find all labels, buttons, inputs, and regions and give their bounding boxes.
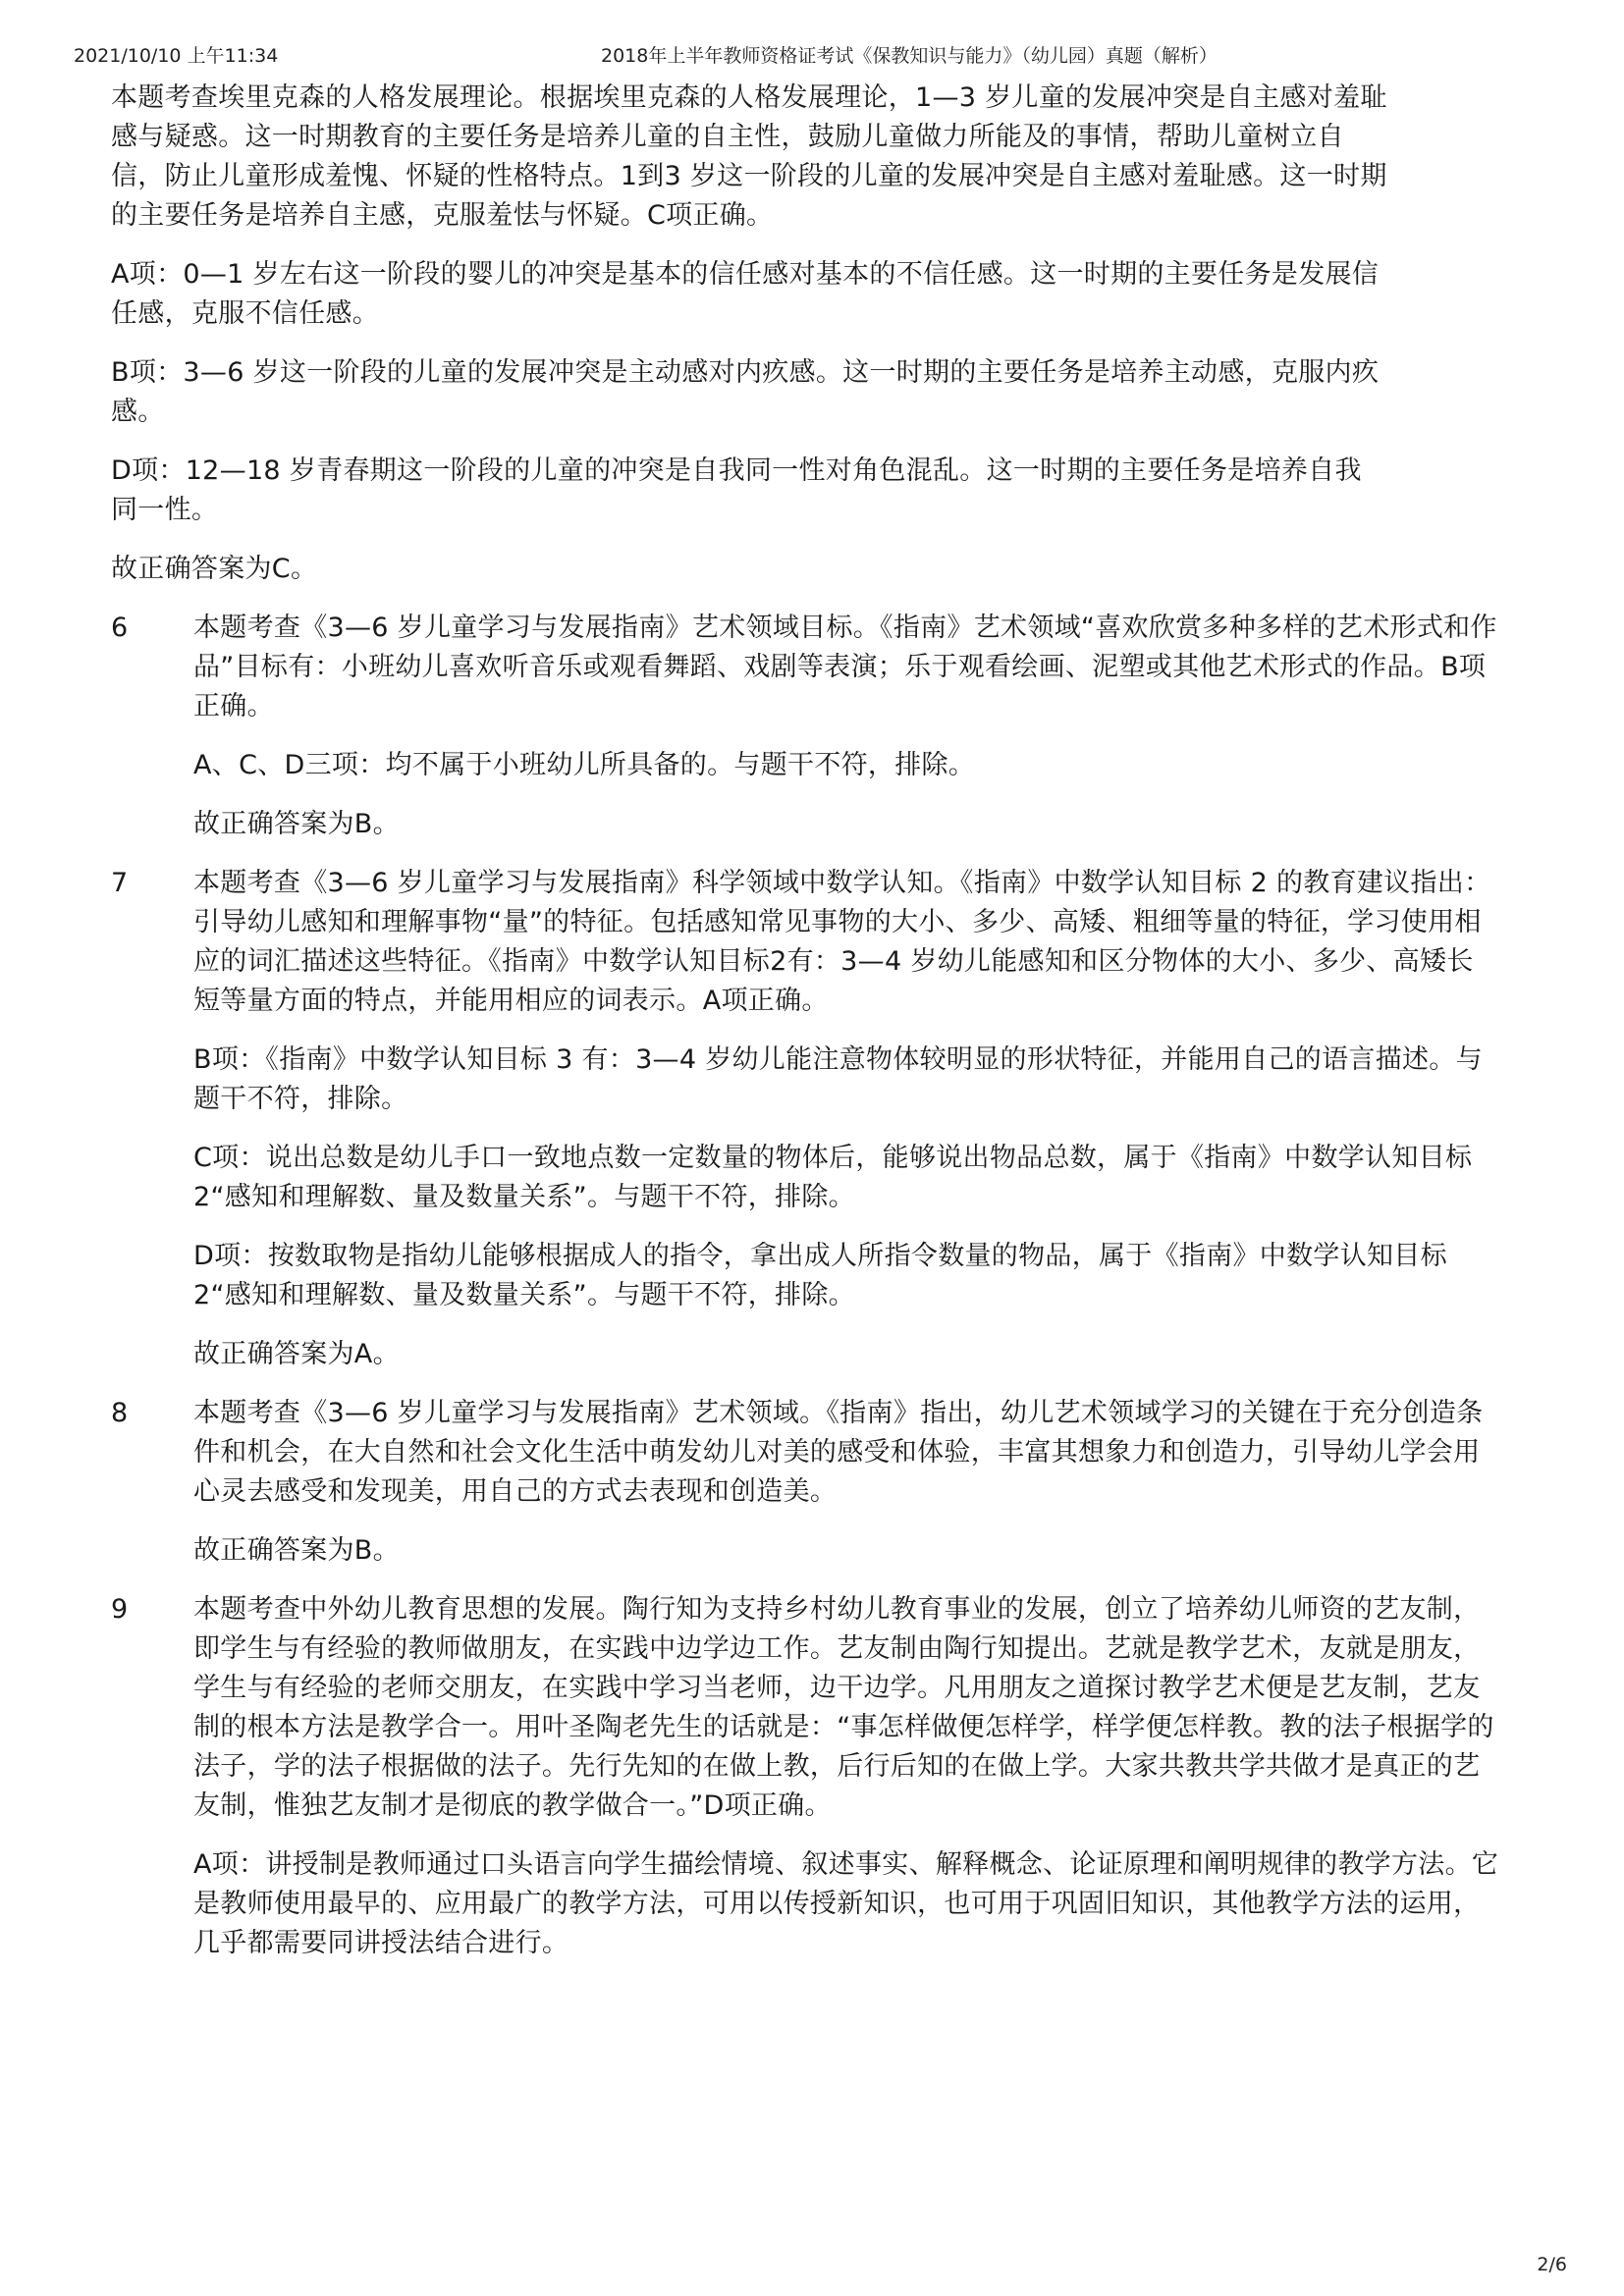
answer-line: 故正确答案为B。 [193,1535,400,1566]
explanation-paragraph: 本题考查《3—6 岁儿童学习与发展指南》艺术领域目标。《指南》艺术领域“喜欢欣赏多种多样的艺术形式和作品”目标有：小班幼儿喜欢听音乐或观看舞蹈、戏剧等表演；乐于观看绘画、泥塑或其他艺术形式的作品。B项正确。 [193,613,1497,721]
option-d-explanation: D项：按数取物是指幼儿能够根据成人的指令，拿出成人所指令数量的物品，属于《指南》中数学认知目标 2“感知和理解数、量及数量关系”。与题干不符，排除。 [193,1241,1447,1310]
document-title: 2018年上半年教师资格证考试《保教知识与能力》（幼儿园）真题（解析） [601,45,1218,67]
explanation-paragraph: 本题考查《3—6 岁儿童学习与发展指南》科学领域中数学认知。《指南》中数学认知目标 2 的教育建议指出：引导幼儿感知和理解事物“量”的特征。包括感知常见事物的大小、多少、高矮、粗细等量的特征，学习使用相应的词汇描述这些特征。《指南》中数学认知目标2有：3—4 岁幼儿能感知和区分物体的大小、多少、高矮长短等量方面的特点，并能用相应的词表示。A项正确。 [193,868,1491,1016]
document-body [111,79,1505,1983]
intro-explanation [111,79,1505,589]
answer-line: 故正确答案为C。 [111,554,318,584]
question-6-explanation [111,609,1505,844]
option-explanation: A、C、D三项：均不属于小班幼儿所具备的。与题干不符，排除。 [193,750,976,780]
question-number: 9 [111,1594,129,1625]
explanation-paragraph: 本题考查中外幼儿教育思想的发展。陶行知为支持乡村幼儿教育事业的发展，创立了培养幼儿师资的艺友制，即学生与有经验的教师做朋友，在实践中边学边工作。艺友制由陶行知提出。艺就是教学艺术，友就是朋友，学生与有经验的老师交朋友，在实践中学习当老师，边干边学。凡用朋友之道探讨教学艺术便是艺友制，艺友制的根本方法是教学合一。用叶圣陶老先生的话就是：“事怎样做便怎样学，样学便怎样教。教的法子根据学的法子，学的法子根据做的法子。先行先知的在做上教，后行后知的在做上学。大家共教共学共做才是真正的艺友制，惟独艺友制才是彻底的教学做合一。”D项正确。 [193,1594,1494,1821]
question-number: 6 [111,613,129,643]
question-number: 7 [111,868,129,898]
option-b-explanation: B项：3—6 岁这一阶段的儿童的发展冲突是主动感对内疚感。这一时期的主要任务是培养主动感，克服内疚感。 [111,357,1380,427]
print-datetime: 2021/10/10 上午11:34 [74,45,279,67]
option-c-explanation: C项：说出总数是幼儿手口一致地点数一定数量的物体后，能够说出物品总数，属于《指南》中数学认知目标2“感知和理解数、量及数量关系”。与题干不符，排除。 [193,1143,1473,1212]
answer-line: 故正确答案为A。 [193,1339,400,1369]
option-a-explanation: A项：讲授制是教师通过口头语言向学生描绘情境、叙述事实、解释概念、论证原理和阐明规律的教学方法。它是教师使用最早的、应用最广的教学方法，可用以传授新知识，也可用于巩固旧知识，其他教学方法的运用，几乎都需要同讲授法结合进行。 [193,1849,1499,1958]
question-9-explanation [111,1590,1505,1963]
option-a-explanation: A项：0—1 岁左右这一阶段的婴儿的冲突是基本的信任感对基本的不信任感。这一时期的主要任务是发展信任感，克服不信任感。 [111,259,1380,329]
option-d-explanation: D项：12—18 岁青春期这一阶段的儿童的冲突是自我同一性对角色混乱。这一时期的主要任务是培养自我同一性。 [111,455,1362,525]
option-b-explanation: B项：《指南》中数学认知目标 3 有：3—4 岁幼儿能注意物体较明显的形状特征，并能用自己的语言描述。与题干不符，排除。 [193,1044,1483,1114]
explanation-paragraph: 本题考查《3—6 岁儿童学习与发展指南》艺术领域。《指南》指出，幼儿艺术领域学习的关键在于充分创造条件和机会，在大自然和社会文化生活中萌发幼儿对美的感受和体验，丰富其想象力和创造力，引导幼儿学会用心灵去感受和发现美，用自己的方式去表现和创造美。 [193,1398,1484,1507]
answer-line: 故正确答案为B。 [193,809,400,839]
question-8-explanation [111,1394,1505,1571]
question-7-explanation [111,864,1505,1374]
explanation-paragraph: 本题考查埃里克森的人格发展理论。根据埃里克森的人格发展理论，1—3 岁儿童的发展冲突是自主感对羞耻感与疑惑。这一时期教育的主要任务是培养儿童的自主性，鼓励儿童做力所能及的事情，帮助儿童树立自信，防止儿童形成羞愧、怀疑的性格特点。1到3 岁这一阶段的儿童的发展冲突是自主感对羞耻感。这一时期的主要任务是培养自主感，克服羞怯与怀疑。C项正确。 [111,82,1387,231]
page-header [0,41,1624,71]
question-number: 8 [111,1398,129,1428]
page-number: 2/6 [1537,2254,1567,2275]
